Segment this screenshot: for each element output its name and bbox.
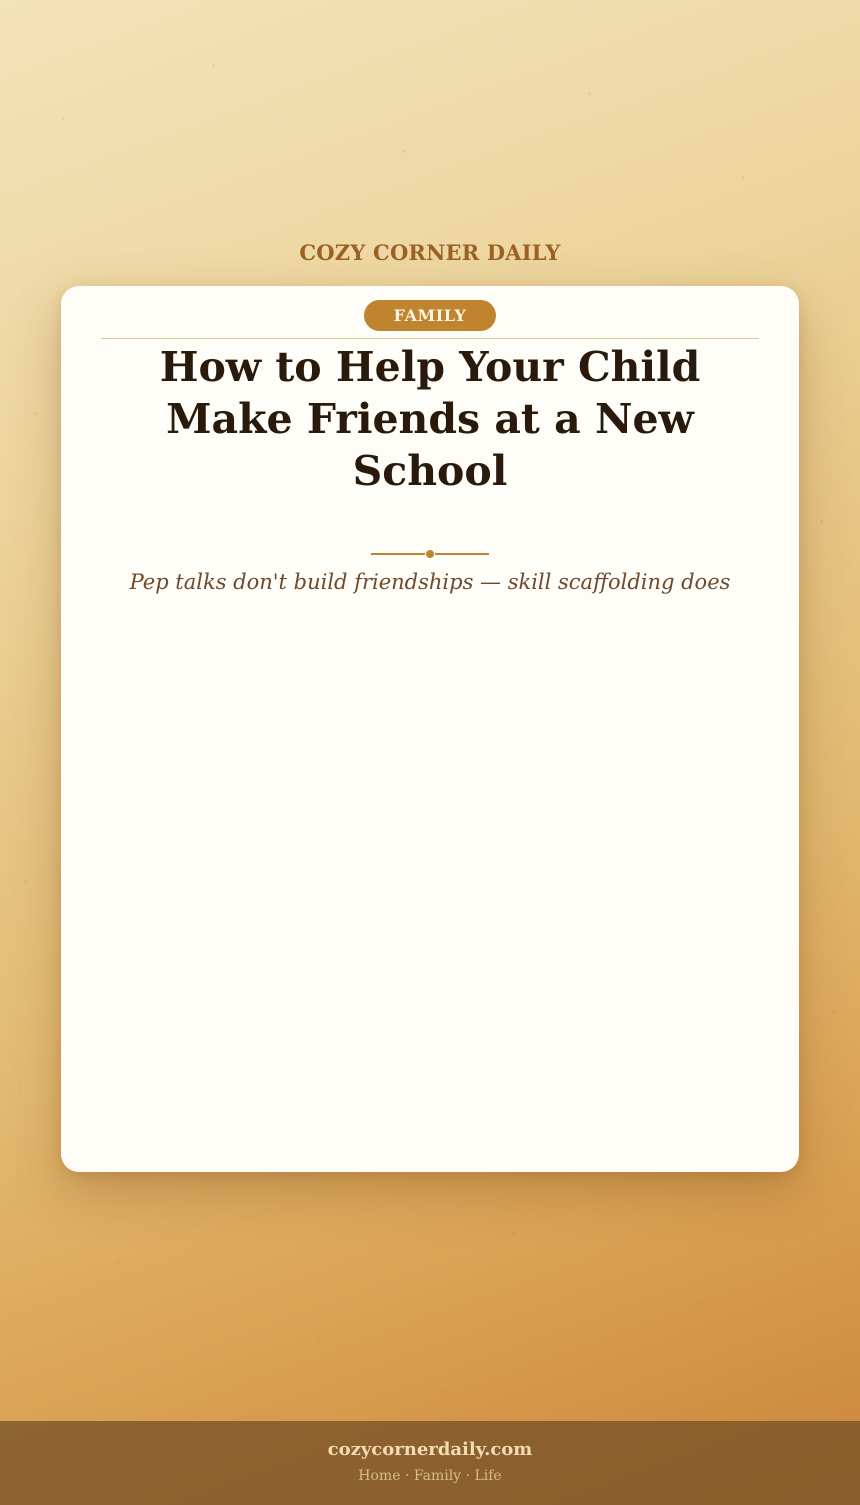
ornament-dot (426, 550, 434, 558)
article-subtitle: Pep talks don't build friendships — skill scaffolding does (129, 570, 731, 594)
header-divider (101, 338, 759, 339)
footer (0, 1421, 860, 1505)
category-badge[interactable]: FAMILY (364, 300, 496, 331)
ornament-divider (371, 549, 489, 559)
footer-site-link[interactable]: cozycornerdaily.com (327, 1439, 533, 1460)
ornament-line-left (371, 553, 425, 555)
article-title: How to Help Your Child Make Friends at a New School (159, 343, 701, 495)
brand-name: COZY CORNER DAILY (299, 240, 561, 265)
footer-nav[interactable]: Home · Family · Life (358, 1468, 502, 1484)
article-card (61, 286, 799, 1172)
ornament-line-right (435, 553, 489, 555)
